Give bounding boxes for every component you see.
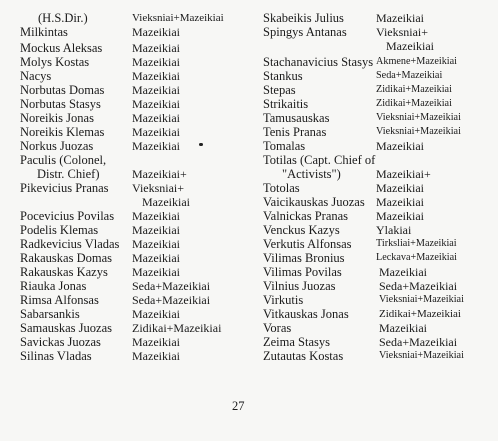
town-name: Vieksniai+ (376, 25, 429, 39)
person-name: Distr. Chief) (37, 167, 100, 181)
town-name: Zidikai+Mazeikiai (376, 98, 452, 109)
town-name: Akmene+Mazeikiai (376, 56, 457, 67)
town-name: Vieksniai+Mazeikiai (132, 12, 224, 24)
person-name: Voras (263, 321, 292, 335)
town-name: Mazeikiai (379, 321, 427, 335)
person-name: Paculis (Colonel, (20, 153, 107, 167)
ink-speck (199, 143, 203, 146)
person-name: Stankus (263, 69, 303, 83)
town-name: Seda+Mazeikiai (379, 335, 458, 349)
person-name: Norbutas Domas (20, 83, 105, 97)
town-name: Vieksniai+ (132, 181, 185, 195)
person-name: Zeima Stasys (263, 335, 331, 349)
page-number: 27 (232, 399, 245, 413)
town-name: Mazeikiai (132, 139, 180, 153)
person-name: Samauskas Juozas (20, 321, 112, 335)
town-name: Seda+Mazeikiai (132, 293, 211, 307)
person-name: Skabeikis Julius (263, 11, 344, 25)
person-name: Mockus Aleksas (20, 41, 103, 55)
town-name: Mazeikiai+ (376, 167, 431, 181)
town-name: Zidikai+Mazeikiai (376, 84, 452, 95)
person-name: Norbutas Stasys (20, 97, 101, 111)
person-name: Tomalas (263, 139, 306, 153)
person-name: Totolas (263, 181, 300, 195)
town-name: Vieksniai+Mazeikiai (379, 294, 464, 305)
town-name: Mazeikiai (132, 125, 180, 139)
town-name: Mazeikiai (132, 307, 180, 321)
town-name: Ylakiai (376, 223, 412, 237)
town-name: Mazeikiai (142, 195, 190, 209)
town-name: Mazeikiai (132, 111, 180, 125)
person-name: Tamusauskas (263, 111, 330, 125)
person-name: Vilnius Juozas (263, 279, 336, 293)
town-name: Zidikai+Mazeikiai (132, 321, 222, 335)
town-name: Mazeikiai (386, 39, 434, 53)
town-name: Mazeikiai (376, 139, 424, 153)
person-name: Vaicikauskas Juozas (263, 195, 365, 209)
person-name: Noreikis Klemas (20, 125, 105, 139)
person-name: Vitkauskas Jonas (263, 307, 349, 321)
town-name: Mazeikiai (132, 265, 180, 279)
person-name: Rimsa Alfonsas (20, 293, 99, 307)
town-name: Vieksniai+Mazeikiai (376, 126, 461, 137)
person-name: Podelis Klemas (20, 223, 99, 237)
person-name: Zutautas Kostas (263, 349, 344, 363)
person-name: Silinas Vladas (20, 349, 92, 363)
town-name: Mazeikiai (376, 181, 424, 195)
town-name: Mazeikiai (132, 25, 180, 39)
person-name: (H.S.Dir.) (38, 11, 88, 25)
town-name: Mazeikiai (132, 209, 180, 223)
town-name: Seda+Mazeikiai (379, 279, 458, 293)
town-name: Seda+Mazeikiai (376, 70, 443, 81)
town-name: Mazeikiai+ (132, 167, 187, 181)
person-name: Venckus Kazys (263, 223, 340, 237)
town-name: Mazeikiai (376, 195, 424, 209)
person-name: Vilimas Povilas (263, 265, 342, 279)
person-name: "Activists") (282, 167, 341, 181)
person-name: Sabarsankis (20, 307, 80, 321)
town-name: Vieksniai+Mazeikiai (379, 350, 464, 361)
person-name: Totilas (Capt. Chief of (263, 153, 376, 167)
person-name: Riauka Jonas (20, 279, 87, 293)
person-name: Nacys (20, 69, 52, 83)
person-name: Virkutis (263, 293, 304, 307)
person-name: Rakauskas Domas (20, 251, 112, 265)
person-name: Radkevicius Vladas (20, 237, 120, 251)
person-name: Norkus Juozas (20, 139, 94, 153)
town-name: Mazeikiai (132, 237, 180, 251)
town-name: Mazeikiai (379, 265, 427, 279)
person-name: Stachanavicius Stasys (263, 55, 374, 69)
town-name: Tirksliai+Mazeikiai (376, 238, 457, 249)
person-name: Pikevicius Pranas (20, 181, 109, 195)
town-name: Mazeikiai (132, 251, 180, 265)
person-name: Spingys Antanas (263, 25, 347, 39)
person-name: Tenis Pranas (263, 125, 327, 139)
town-name: Mazeikiai (132, 349, 180, 363)
town-name: Leckava+Mazeikiai (376, 252, 457, 263)
town-name: Mazeikiai (132, 41, 180, 55)
person-name: Stepas (263, 83, 296, 97)
person-name: Milkintas (20, 25, 68, 39)
person-name: Valnickas Pranas (263, 209, 349, 223)
town-name: Mazeikiai (132, 55, 180, 69)
person-name: Vilimas Bronius (263, 251, 345, 265)
person-name: Rakauskas Kazys (20, 265, 108, 279)
person-name: Noreikis Jonas (20, 111, 94, 125)
person-name: Savickas Juozas (20, 335, 101, 349)
town-name: Seda+Mazeikiai (132, 279, 211, 293)
person-name: Strikaitis (263, 97, 309, 111)
town-name: Mazeikiai (132, 223, 180, 237)
town-name: Mazeikiai (132, 69, 180, 83)
town-name: Mazeikiai (376, 209, 424, 223)
person-name: Pocevicius Povilas (20, 209, 115, 223)
town-name: Mazeikiai (132, 83, 180, 97)
town-name: Mazeikiai (132, 97, 180, 111)
town-name: Mazeikiai (376, 11, 424, 25)
person-name: Verkutis Alfonsas (263, 237, 352, 251)
town-name: Vieksniai+Mazeikiai (376, 112, 461, 123)
town-name: Mazeikiai (132, 335, 180, 349)
person-name: Molys Kostas (20, 55, 90, 69)
town-name: Zidikai+Mazeikiai (379, 308, 461, 320)
